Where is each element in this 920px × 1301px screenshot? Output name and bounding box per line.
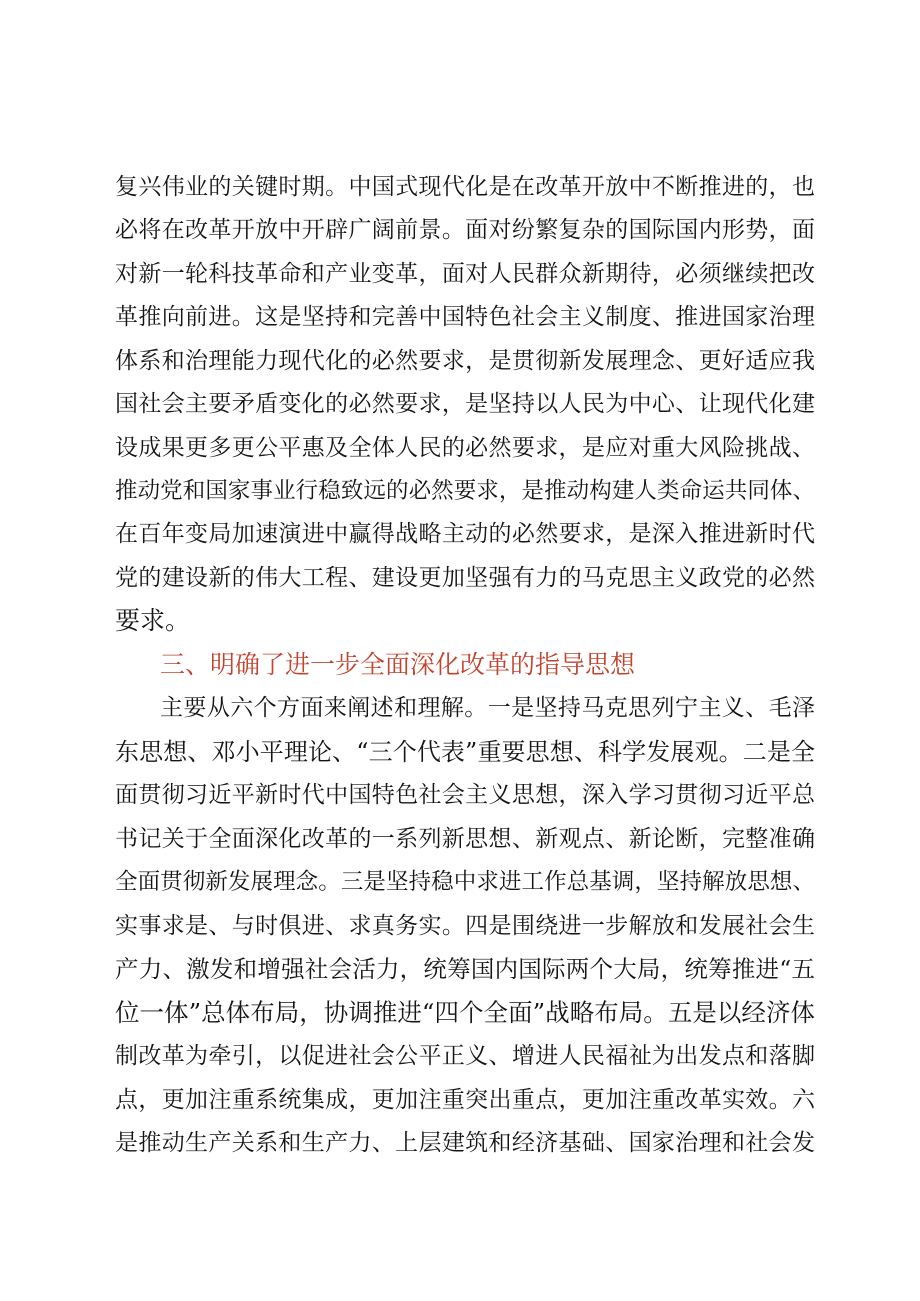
paragraph-line: 制改革为牵引，以促进社会公平正义、增进人民福祉为出发点和落脚: [115, 1043, 815, 1069]
paragraph-line: 位一体”总体布局，协调推进“四个全面”战略布局。五是以经济体: [115, 998, 815, 1027]
paragraph-line: 书记关于全面深化改革的一系列新思想、新观点、新论断，完整准确: [115, 826, 815, 852]
paragraph-line: 国社会主要矛盾变化的必然要求，是坚持以人民为中心、让现代化建: [115, 391, 815, 417]
section-heading: 三、明确了进一步全面深化改革的指导思想: [160, 650, 636, 679]
paragraph-line: 全面贯彻新发展理念。三是坚持稳中求进工作总基调，坚持解放思想、: [115, 869, 815, 895]
paragraph-line: 党的建设新的伟大工程、建设更加坚强有力的马克思主义政党的必然: [115, 565, 815, 591]
paragraph-line: 要求。: [115, 606, 191, 635]
paragraph-line: 是推动生产关系和生产力、上层建筑和经济基础、国家治理和社会发: [115, 1130, 815, 1156]
paragraph-line: 对新一轮科技革命和产业变革，面对人民群众新期待，必须继续把改: [115, 261, 815, 287]
paragraph-line: 推动党和国家事业行稳致远的必然要求，是推动构建人类命运共同体、: [115, 478, 815, 504]
paragraph-line: 体系和治理能力现代化的必然要求，是贯彻新发展理念、更好适应我: [115, 348, 815, 374]
paragraph-line: 必将在改革开放中开辟广阔前景。面对纷繁复杂的国际国内形势，面: [115, 217, 815, 243]
paragraph-line: 设成果更多更公平惠及全体人民的必然要求，是应对重大风险挑战、: [115, 435, 815, 461]
paragraph-line: 面贯彻习近平新时代中国特色社会主义思想，深入学习贯彻习近平总: [115, 782, 815, 808]
paragraph-line: 实事求是、与时俱进、求真务实。四是围绕进一步解放和发展社会生: [115, 913, 815, 939]
paragraph-line: 产力、激发和增强社会活力，统筹国内国际两个大局，统筹推进“五: [115, 955, 815, 983]
paragraph-line: 复兴伟业的关键时期。中国式现代化是在改革开放中不断推进的，也: [115, 174, 815, 200]
paragraph-line: 革推向前进。这是坚持和完善中国特色社会主义制度、推进国家治理: [115, 304, 815, 330]
paragraph-line: 主要从六个方面来阐述和理解。一是坚持马克思列宁主义、毛泽: [160, 695, 815, 721]
paragraph-line: 在百年变局加速演进中赢得战略主动的必然要求，是深入推进新时代: [115, 521, 815, 547]
paragraph-line: 点，更加注重系统集成，更加注重突出重点，更加注重改革实效。六: [115, 1087, 815, 1113]
paragraph-line: 东思想、邓小平理论、“三个代表”重要思想、科学发展观。二是全: [115, 738, 815, 766]
